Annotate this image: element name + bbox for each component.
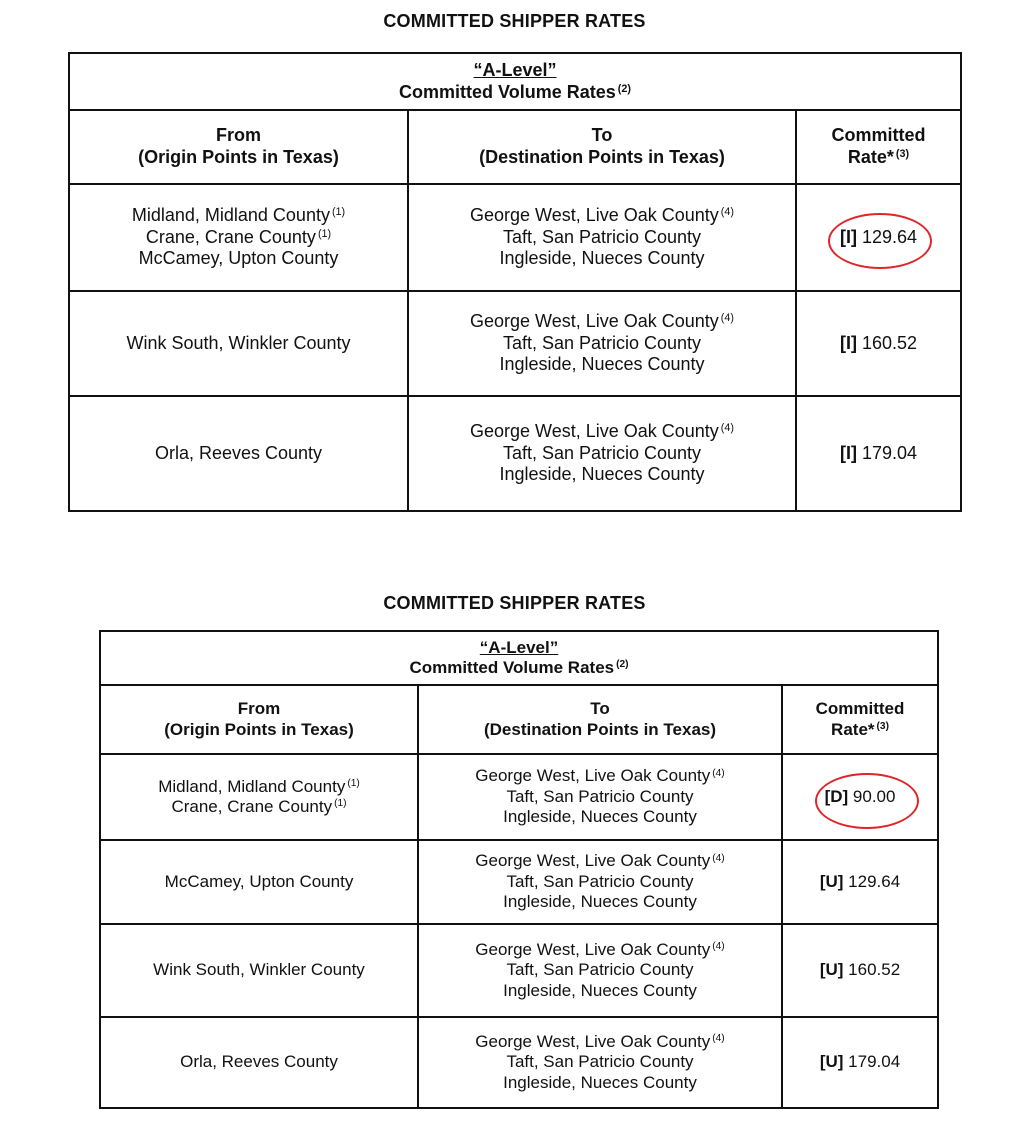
destination-cell-line: Ingleside, Nueces County <box>503 980 697 1000</box>
destination-cell <box>418 1017 782 1108</box>
table-row <box>100 840 938 924</box>
rate-amount: 160.52 <box>861 332 918 353</box>
rate-value <box>840 443 917 465</box>
highlight-circle <box>828 213 932 269</box>
destination-cell-line: Taft, San Patricio County <box>502 332 702 353</box>
rate-amount: 90.00 <box>852 786 896 806</box>
origin-cell-line: Wink South, Winkler County <box>153 960 365 980</box>
destination-cell-line: Taft, San Patricio County <box>502 442 702 463</box>
footnote-marker: (2) <box>617 82 631 95</box>
table-row <box>100 754 938 840</box>
rate-amount: 129.64 <box>848 871 901 891</box>
rates-table <box>68 52 962 512</box>
rate-cell <box>782 1017 938 1108</box>
section-title: COMMITTED SHIPPER RATES <box>383 11 646 31</box>
rate-cell <box>796 396 961 511</box>
rate-code: [I] <box>839 226 857 247</box>
table-row <box>69 184 961 291</box>
column-header-rate: Committed Rate* $^{(3)}$ <box>782 685 938 754</box>
origin-cell-line: Wink South, Winkler County <box>126 332 351 353</box>
rate-amount: 160.52 <box>848 960 901 980</box>
origin-cell <box>69 291 408 396</box>
origin-cell <box>100 924 418 1017</box>
committed-volume-rates-title: Committed Volume Rates $^{(2)}$ <box>409 658 629 677</box>
a-level-title: “A-Level” <box>473 60 557 81</box>
origin-cell-line: Midland, Midland County $^{(1)}$ <box>158 776 360 796</box>
rates-table <box>99 630 939 1109</box>
origin-cell-line: Crane, Crane County $^{(1)}$ <box>171 797 347 816</box>
highlight-circle <box>815 773 919 829</box>
destination-cell-line: George West, Live Oak County $^{(4)}$ <box>470 205 734 226</box>
table-header <box>100 631 938 685</box>
destination-cell-line: George West, Live Oak County $^{(4)}$ <box>475 1031 725 1051</box>
origin-cell-line: Crane, Crane County $^{(1)}$ <box>145 226 332 247</box>
rate-cell <box>796 184 961 291</box>
origin-cell-line: Midland, Midland County $^{(1)}$ <box>131 205 346 226</box>
origin-cell-line: Orla, Reeves County <box>154 442 323 463</box>
rate-code: [D] <box>824 786 849 806</box>
rate-code: [I] <box>839 332 857 353</box>
column-header-rate: Committed Rate* $^{(3)}$ <box>796 110 961 184</box>
destination-cell-line: George West, Live Oak County $^{(4)}$ <box>470 311 734 332</box>
footnote-marker: (1) <box>347 778 360 789</box>
destination-cell <box>408 291 796 396</box>
destination-cell-line: Taft, San Patricio County <box>506 786 694 806</box>
destination-cell-line: George West, Live Oak County $^{(4)}$ <box>475 939 725 959</box>
destination-cell-line: Ingleside, Nueces County <box>499 354 705 375</box>
column-header-to: To (Destination Points in Texas) <box>408 110 796 184</box>
rate-code: [U] <box>819 1052 844 1072</box>
footnote-marker: (4) <box>720 422 734 435</box>
section-title: COMMITTED SHIPPER RATES <box>383 593 646 613</box>
column-header-to: To (Destination Points in Texas) <box>418 685 782 754</box>
destination-cell-line: Ingleside, Nueces County <box>503 807 697 827</box>
rate-value <box>820 960 900 980</box>
table-row <box>69 396 961 511</box>
rate-code: [U] <box>819 960 844 980</box>
table-row <box>100 924 938 1017</box>
destination-cell-line: Ingleside, Nueces County <box>503 892 697 912</box>
destination-cell-line: Ingleside, Nueces County <box>503 1072 697 1092</box>
destination-cell <box>418 840 782 924</box>
destination-cell-line: George West, Live Oak County $^{(4)}$ <box>475 851 725 871</box>
committed-volume-rates-title: Committed Volume Rates $^{(2)}$ <box>399 81 631 102</box>
rate-value <box>840 333 917 355</box>
rate-value <box>820 872 900 892</box>
rate-code: [I] <box>839 442 857 463</box>
rate-cell <box>782 754 938 840</box>
table-row <box>100 1017 938 1108</box>
destination-cell <box>408 396 796 511</box>
footnote-marker: (4) <box>720 206 734 219</box>
rate-cell <box>796 291 961 396</box>
table-row <box>69 291 961 396</box>
rate-code: [U] <box>819 871 844 891</box>
rate-amount: 179.04 <box>848 1052 901 1072</box>
rate-amount: 129.64 <box>861 226 918 247</box>
destination-cell <box>418 924 782 1017</box>
destination-cell-line: Ingleside, Nueces County <box>499 248 705 269</box>
footnote-marker: (4) <box>712 767 725 779</box>
origin-cell <box>69 184 408 291</box>
destination-cell-line: Taft, San Patricio County <box>506 871 694 891</box>
destination-cell-line: George West, Live Oak County $^{(4)}$ <box>475 766 725 786</box>
table-header <box>69 53 961 110</box>
rate-cell <box>782 840 938 924</box>
footnote-marker: (1) <box>334 798 347 810</box>
footnote-marker: (3) <box>876 720 889 732</box>
rate-cell <box>782 924 938 1017</box>
footnote-marker: (4) <box>712 852 725 864</box>
destination-cell-line: Taft, San Patricio County <box>502 226 702 247</box>
destination-cell <box>408 184 796 291</box>
footnote-marker: (2) <box>616 659 629 671</box>
rate-value <box>825 787 896 807</box>
destination-cell <box>418 754 782 840</box>
footnote-marker: (1) <box>331 206 346 219</box>
rate-value <box>820 1052 900 1072</box>
a-level-title: “A-Level” <box>479 637 559 657</box>
footnote-marker: (4) <box>712 941 725 953</box>
rate-value <box>840 227 917 249</box>
column-header-from: From (Origin Points in Texas) <box>100 685 418 754</box>
column-header-from: From (Origin Points in Texas) <box>69 110 408 184</box>
footnote-marker: (4) <box>720 312 734 325</box>
destination-cell-line: Ingleside, Nueces County <box>499 464 705 485</box>
footnote-marker: (3) <box>895 148 910 161</box>
origin-cell <box>100 840 418 924</box>
destination-cell-line: George West, Live Oak County $^{(4)}$ <box>470 421 734 442</box>
origin-cell-line: McCamey, Upton County <box>138 248 339 269</box>
destination-cell-line: Taft, San Patricio County <box>506 960 694 980</box>
origin-cell <box>100 1017 418 1108</box>
footnote-marker: (1) <box>317 227 332 240</box>
origin-cell-line: Orla, Reeves County <box>180 1052 338 1072</box>
footnote-marker: (4) <box>712 1033 725 1045</box>
rate-amount: 179.04 <box>861 442 918 463</box>
origin-cell-line: McCamey, Upton County <box>164 871 354 891</box>
destination-cell-line: Taft, San Patricio County <box>506 1052 694 1072</box>
origin-cell <box>100 754 418 840</box>
origin-cell <box>69 396 408 511</box>
